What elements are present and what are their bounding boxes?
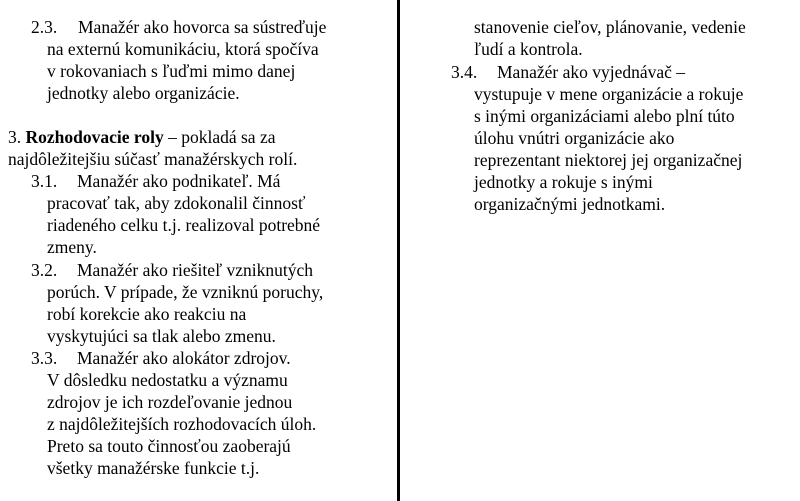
item-3-2-line-4: vyskytujúci sa tlak alebo zmenu. xyxy=(47,326,276,346)
section-3-line-2: najdôležitejšiu súčasť manažérskych rolí. xyxy=(8,149,298,169)
section-3-heading xyxy=(8,126,275,148)
item-3-1-line-3: riadeného celku t.j. realizoval potrebné xyxy=(47,215,321,235)
item-3-2-line-2: porúch. V prípade, že vzniknú poruchy, xyxy=(47,282,324,302)
item-number: 3.4. xyxy=(451,62,478,82)
item-text: Manažér ako alokátor zdrojov. xyxy=(77,348,291,368)
item-2-3-line-1 xyxy=(31,16,326,38)
item-3-3-line-3: zdrojov je ich rozdeľovanie jednou xyxy=(47,392,293,412)
section-title-rest: – pokladá sa za xyxy=(163,127,276,147)
item-3-3-line-4: z najdôležitejších rozhodovacích úloh. xyxy=(47,414,317,434)
item-3-4-line-1 xyxy=(451,61,685,83)
item-3-2-line-1 xyxy=(31,259,313,281)
item-3-3-line-5: Preto sa touto činnosťou zaoberajú xyxy=(47,436,291,456)
item-number: 3.1. xyxy=(31,171,58,191)
item-number: 2.3. xyxy=(31,17,58,37)
item-3-3-line-1 xyxy=(31,347,291,369)
item-3-2-line-3: robí korekcie ako reakciu na xyxy=(47,304,247,324)
item-3-4-line-5: reprezentant niektorej jej organizačnej xyxy=(474,150,743,170)
section-number: 3. xyxy=(8,127,22,147)
item-3-1-line-1 xyxy=(31,170,280,192)
continuation-line-2: ľudí a kontrola. xyxy=(474,39,583,59)
item-3-1-line-2: pracovať tak, aby zdokonalil činnosť xyxy=(47,193,306,213)
item-text: Manažér ako riešiteľ vzniknutých xyxy=(77,260,313,280)
section-title: Rozhodovacie roly xyxy=(25,127,164,147)
item-3-1-line-4: zmeny. xyxy=(47,237,97,257)
item-text: Manažér ako vyjednávač – xyxy=(497,62,686,82)
item-3-3-line-2: V dôsledku nedostatku a významu xyxy=(47,370,288,390)
item-text: Manažér ako hovorca sa sústreďuje xyxy=(78,17,327,37)
item-2-3-line-2: na externú komunikáciu, ktorá spočíva xyxy=(47,39,319,59)
item-3-4-line-2: vystupuje v mene organizácie a rokuje xyxy=(474,84,744,104)
item-number: 3.2. xyxy=(31,260,58,280)
item-3-4-line-4: úlohu vnútri organizácie ako xyxy=(474,128,675,148)
item-3-4-line-3: s inými organizáciami alebo plní túto xyxy=(474,106,735,126)
item-3-3-line-6: všetky manažérske funkcie t.j. xyxy=(47,458,260,478)
item-2-3-line-4: jednotky alebo organizácie. xyxy=(47,83,240,103)
item-3-4-line-7: organizačnými jednotkami. xyxy=(474,194,666,214)
continuation-line-1: stanovenie cieľov, plánovanie, vedenie xyxy=(474,17,746,37)
column-divider xyxy=(397,0,400,501)
item-text: Manažér ako podnikateľ. Má xyxy=(77,171,281,191)
item-3-4-line-6: jednotky a rokuje s inými xyxy=(474,172,653,192)
item-2-3-line-3: v rokovaniach s ľuďmi mimo danej xyxy=(47,61,296,81)
item-number: 3.3. xyxy=(31,348,58,368)
